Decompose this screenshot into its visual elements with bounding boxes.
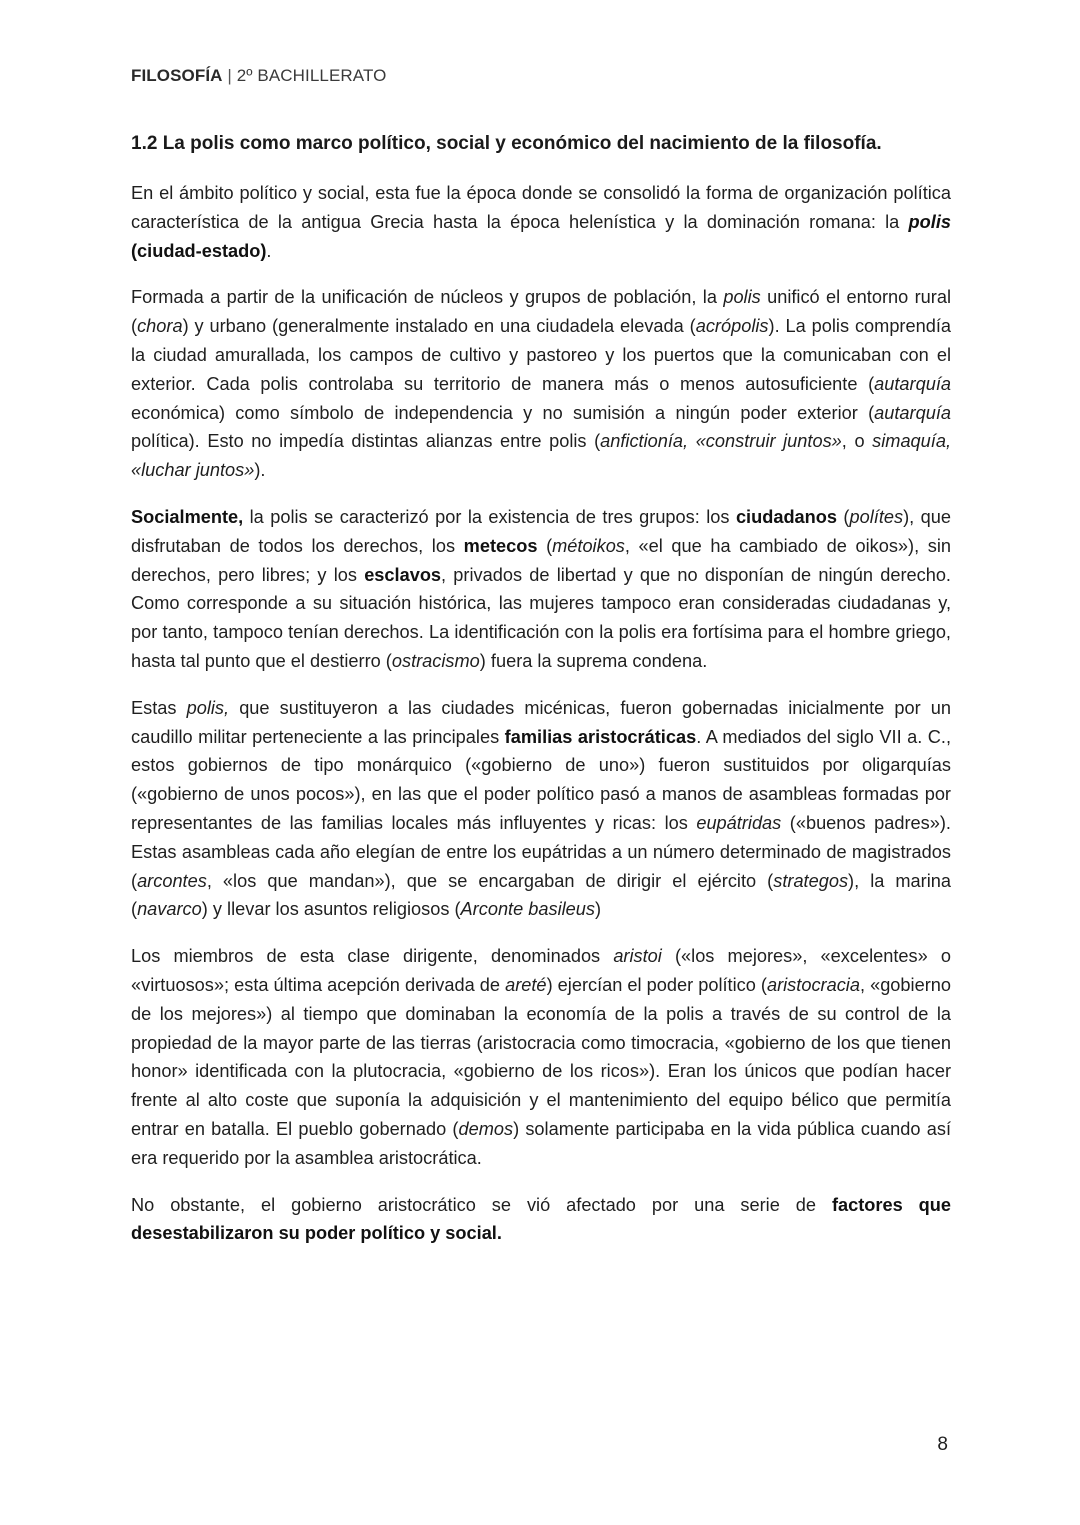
paragraph-conclusion (131, 1191, 951, 1249)
italic-term: polis (723, 287, 761, 308)
italic-term: eupátridas (696, 812, 782, 833)
bold-term: factores que desestabilizaron su poder político y social. (131, 1194, 951, 1244)
text-run: ) solamente participaba en la vida pública cuando así era requerido por la asamblea aristocrática. (131, 1118, 951, 1168)
text-run: No obstante, el gobierno aristocrático se vió afectado por una serie de (131, 1194, 832, 1215)
text-run: ) y llevar los asuntos religiosos ( (201, 899, 461, 920)
text-run: la polis se caracterizó por la existencia de tres grupos: los (243, 506, 736, 527)
text-run: , privados de libertad y que no disponían de ningún derecho. Como corresponde a su situación histórica, las mujeres tampoco eran consideradas ciudadanas y, por tanto, tampoco tenían derechos. La identificación con la polis era fortísima para el hombre griego, hasta tal punto que el destierro ( (131, 564, 951, 671)
paragraph-polis-intro (131, 179, 951, 265)
italic-term: aristocracia (766, 974, 860, 995)
italic-term: métoikos (552, 535, 625, 556)
text-run: , «el que ha cambiado de oikos»), sin derechos, pero libres; y los (131, 535, 951, 585)
italic-term: arcontes (137, 870, 207, 891)
header-separator: | (222, 66, 237, 85)
paragraph-social-groups (131, 503, 951, 676)
text-run: económica) como símbolo de independencia y no sumisión a ningún poder exterior ( (131, 402, 875, 423)
header-course: 2º BACHILLERATO (236, 66, 387, 85)
text-run: . (266, 240, 272, 261)
bold-term: ciudadanos (735, 506, 837, 527)
italic-term: chora (137, 316, 183, 337)
page-header (131, 66, 386, 86)
italic-term: navarco (137, 899, 202, 920)
text-run: («buenos padres»). Estas asambleas cada año elegían de entre los eupátridas a un número determinado de magistrados ( (131, 812, 951, 891)
bold-term: (ciudad-estado) (131, 240, 267, 261)
italic-term: demos (458, 1118, 514, 1139)
text-run: , «gobierno de los mejores») al tiempo que dominaban la economía de la polis a través de su control de la propiedad de la mayor parte de las tierras (aristocracia como timocracia, «gobierno de los que tienen honor» identificada con la plutocracia, «gobierno de los ricos»). Eran los únicos que podían hacer frente al alto coste que suponía la adquisición y el mantenimiento del equipo bélico que permitía entrar en batalla. El pueblo gobernado ( (131, 974, 951, 1139)
italic-term: autarquía (874, 402, 951, 423)
text-run: («los mejores», «excelentes» o «virtuosos»; esta última acepción derivada de (131, 946, 951, 995)
italic-term: areté (505, 974, 547, 995)
emphasis-term: polis (908, 211, 951, 232)
text-run: , o (841, 431, 873, 452)
text-run: , «los que mandan»), que se encargaban de dirigir el ejército ( (206, 870, 774, 891)
italic-term: simaquía, «luchar juntos» (131, 431, 952, 481)
italic-term: acrópolis (695, 316, 769, 337)
text-run: Formada a partir de la unificación de núcleos y grupos de población, la (131, 287, 724, 308)
italic-term: strategos (773, 870, 849, 891)
text-run: ) fuera la suprema condena. (479, 650, 708, 671)
text-run: ) y urbano (generalmente instalado en una ciudadela elevada ( (182, 316, 696, 337)
text-run: Estas (131, 697, 187, 718)
header-subject: FILOSOFÍA (131, 66, 223, 85)
text-run: Los miembros de esta clase dirigente, denominados (131, 946, 614, 967)
text-run: ) (595, 899, 602, 920)
italic-term: polítes (849, 506, 904, 527)
italic-term: Arconte basileus (460, 899, 596, 920)
text-run: . A mediados del siglo VII a. C., estos gobiernos de tipo monárquico («gobierno de uno») fueron sustituidos por oligarquías («gobierno de unos pocos»), en las que el poder político pasó a manos de asambleas formadas por representantes de las familias locales más influyentes y ricas: los (131, 726, 952, 833)
italic-term: autarquía (874, 373, 951, 394)
paragraph-polis-formation (131, 283, 951, 485)
text-run: ). La polis comprendía la ciudad amurallada, los campos de cultivo y pastoreo y los puertos que la comunicaban con el exterior. Cada polis controlaba su territorio de manera más o menos autosuficiente ( (131, 316, 951, 394)
bold-term: esclavos (364, 564, 442, 585)
text-run: ( (837, 506, 850, 527)
italic-term: polis, (186, 697, 230, 718)
italic-term: aristoi (613, 946, 662, 967)
page-number: 8 (937, 1434, 948, 1455)
text-run: En el ámbito político y social, esta fue la época donde se consolidó la forma de organización política característica de la antigua Grecia hasta la época helenística y la dominación romana: la (131, 183, 951, 232)
italic-term: anfictionía, «construir juntos» (600, 431, 842, 452)
bold-term: Socialmente, (131, 506, 244, 527)
text-run: ), la marina ( (131, 870, 951, 920)
text-run: ) ejercían el poder político ( (546, 974, 767, 995)
text-run: que sustituyeron a las ciudades micénicas, fueron gobernadas inicialmente por un caudillo militar perteneciente a las principales (131, 697, 951, 747)
paragraph-aristocracy (131, 942, 951, 1172)
text-run: unificó el entorno rural ( (131, 287, 951, 337)
bold-term: metecos (463, 535, 538, 556)
text-run: ( (537, 535, 553, 556)
text-run: ), que disfrutaban de todos los derechos, los (131, 506, 951, 556)
text-run: política). Esto no impedía distintas alianzas entre polis ( (131, 431, 601, 452)
section-title: 1.2 La polis como marco político, social y económico del nacimiento de la filosofía. (131, 133, 882, 154)
document-body (131, 130, 951, 1266)
italic-term: ostracismo (391, 650, 480, 671)
text-run: ). (254, 460, 266, 481)
bold-term: familias aristocráticas (504, 726, 697, 747)
paragraph-government (131, 694, 951, 924)
